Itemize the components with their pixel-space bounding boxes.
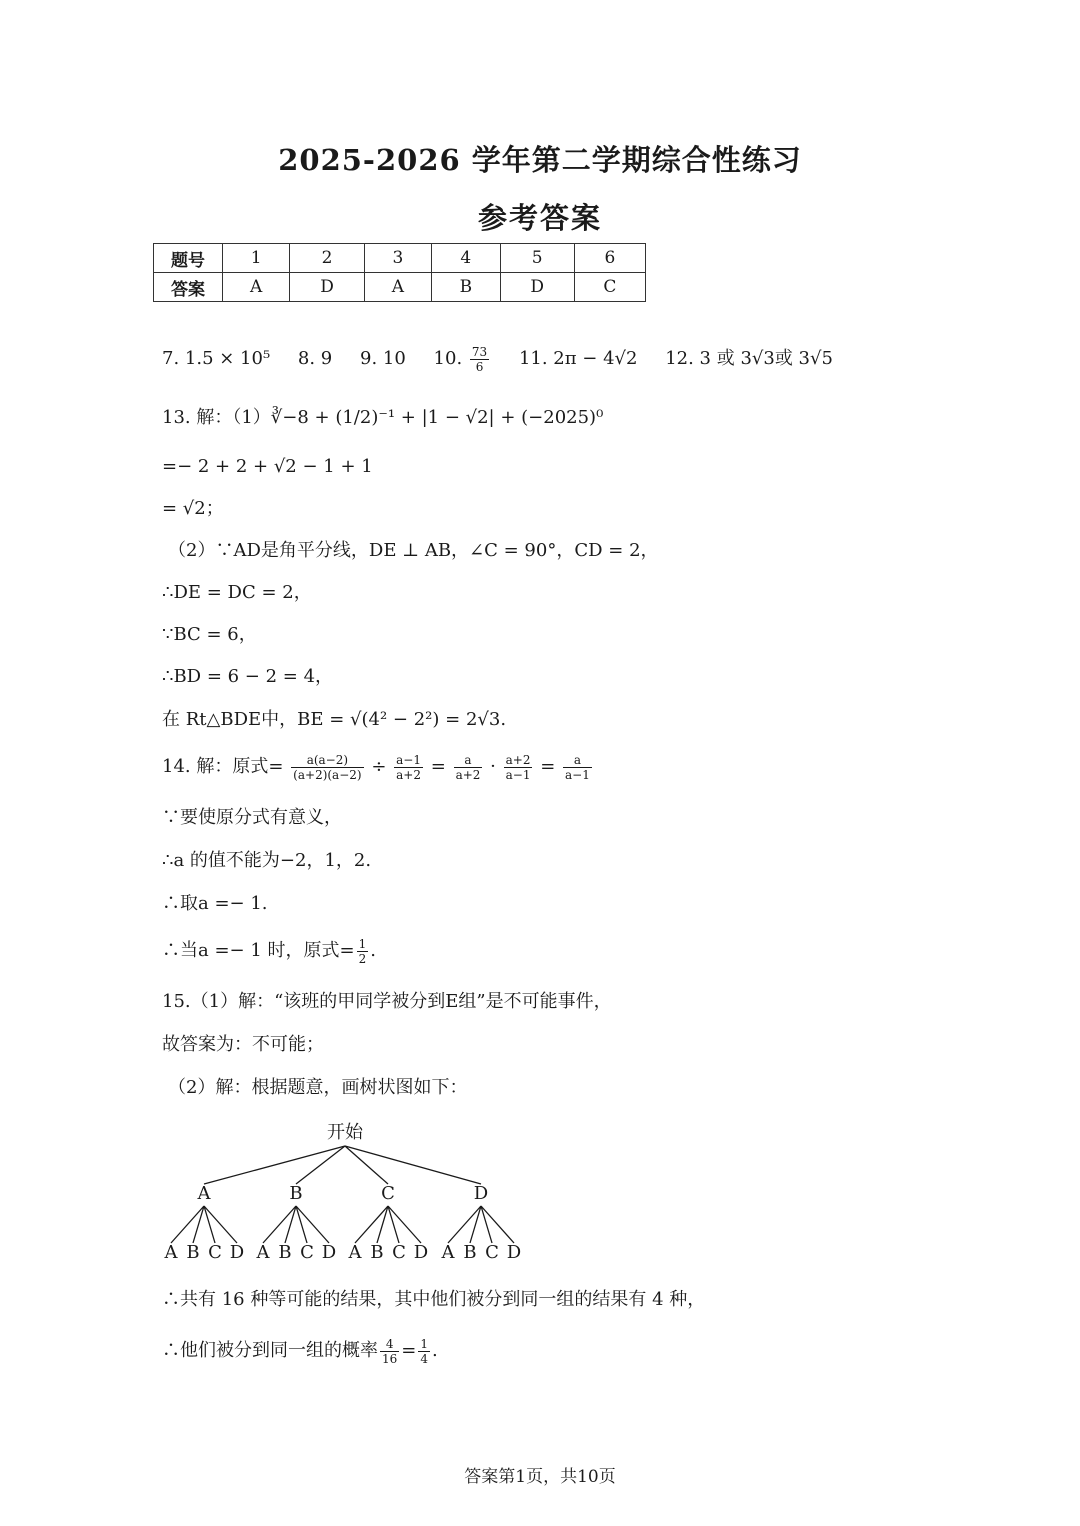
- fraction-numerator: a+2: [505, 752, 531, 767]
- page-subtitle: 参考答案: [477, 201, 602, 235]
- table-cell: 2: [290, 244, 364, 273]
- q13-line1: 13. 解：（1）∛−8 + (1/2)⁻¹ + |1 − √2| + (−2025)⁰: [162, 407, 604, 428]
- q15-equals: =: [401, 1340, 417, 1361]
- q15-line5-suffix: .: [432, 1340, 438, 1361]
- tree-leaf-d: D: [321, 1242, 337, 1263]
- tree-node-a: A: [197, 1183, 211, 1204]
- fraction-denominator: 6: [475, 359, 484, 374]
- q13-line4: （2）∵AD是角平分线，DE ⊥ AB，∠C = 90°，CD = 2，: [168, 540, 659, 561]
- answer-q12: 12. 3 或 3√3或 3√5: [665, 348, 833, 369]
- tree-branch: [345, 1146, 481, 1184]
- q15-line1: 15.（1）解：“该班的甲同学被分到E组”是不可能事件，: [162, 991, 612, 1012]
- table-cell: 1: [223, 244, 290, 273]
- table-cell: B: [432, 273, 501, 302]
- tree-leaf-b: B: [186, 1242, 200, 1263]
- table-cell: 4: [432, 244, 501, 273]
- q14-equals-1: =: [430, 756, 446, 777]
- fraction-denominator: a+2: [455, 767, 481, 782]
- table-cell: C: [574, 273, 645, 302]
- q15-line5-prefix: ∴他们被分到同一组的概率: [162, 1340, 378, 1361]
- q15-line2: 故答案为：不可能；: [162, 1034, 324, 1055]
- q13-line5: ∴DE = DC = 2，: [162, 582, 312, 603]
- fraction-numerator: a(a−2): [291, 753, 363, 768]
- q14-line2: ∵要使原分式有意义，: [162, 807, 342, 828]
- q14-line4: ∴取a =− 1.: [162, 893, 268, 914]
- tree-leaf-d: D: [413, 1242, 429, 1263]
- probability-fraction-2: [418, 1337, 430, 1366]
- answer-q10-label: 10.: [433, 348, 463, 369]
- tree-leaf-c: C: [392, 1242, 406, 1263]
- page-title: 2025-2026 学年第二学期综合性练习: [278, 143, 802, 177]
- tree-branch: [296, 1146, 345, 1184]
- tree-leaf-b: B: [278, 1242, 292, 1263]
- fraction-numerator: 1: [420, 1336, 429, 1351]
- q15-line4: ∴共有 16 种等可能的结果，其中他们被分到同一组的结果有 4 种，: [162, 1289, 706, 1310]
- tree-node-b: B: [289, 1183, 303, 1204]
- q14-line5-prefix: ∴当a =− 1 时，原式=: [162, 940, 355, 961]
- table-cell: 3: [364, 244, 431, 273]
- tree-leaf-c: C: [300, 1242, 314, 1263]
- tree-branch: [204, 1146, 345, 1184]
- q13-line2: =− 2 + 2 + √2 − 1 + 1: [162, 456, 373, 477]
- page-footer: 答案第1页，共10页: [464, 1467, 616, 1487]
- tree-leaf-b: B: [370, 1242, 384, 1263]
- q13-line6: ∵BC = 6，: [162, 624, 257, 645]
- q15-line5: [162, 1336, 438, 1366]
- q13-line8: 在 Rt△BDE中，BE = √(4² − 2²) = 2√3.: [162, 709, 507, 730]
- q14-prefix: 14. 解：原式=: [162, 756, 284, 777]
- answer-q9: 9. 10: [360, 348, 406, 369]
- q15-line3: （2）解：根据题意，画树状图如下：: [168, 1077, 468, 1098]
- fraction-denominator: a−1: [505, 767, 531, 782]
- tree-leaf-d: D: [506, 1242, 522, 1263]
- q13-line3: = √2；: [162, 498, 224, 519]
- tree-node-c: C: [381, 1183, 395, 1204]
- tree-leaf-a: A: [441, 1242, 455, 1263]
- tree-root-label: 开始: [327, 1122, 363, 1143]
- table-cell: D: [290, 273, 364, 302]
- fraction-numerator: a−1: [396, 752, 421, 767]
- fraction-numerator: 73: [471, 344, 488, 359]
- tree-leaf-c: C: [208, 1242, 222, 1263]
- q13-line7: ∴BD = 6 − 2 = 4，: [162, 666, 334, 687]
- tree-leaf-c: C: [485, 1242, 499, 1263]
- probability-fraction-1: [380, 1337, 399, 1366]
- fraction-denominator: 4: [420, 1351, 429, 1366]
- q14-operator-divide: ÷: [371, 756, 387, 777]
- fraction-denominator: 16: [382, 1351, 398, 1366]
- q14-operator-multiply: ·: [490, 756, 496, 777]
- tree-leaf-a: A: [256, 1242, 270, 1263]
- fraction-denominator: a−1: [565, 767, 590, 782]
- fraction-numerator: 1: [358, 936, 367, 951]
- tree-leaf-b: B: [463, 1242, 477, 1263]
- fraction-denominator: (a+2)(a−2): [293, 767, 362, 782]
- table-cell: D: [500, 273, 574, 302]
- tree-leaf-a: A: [348, 1242, 362, 1263]
- table-cell: A: [223, 273, 290, 302]
- fraction-numerator: 4: [380, 1337, 399, 1352]
- table-cell: 6: [574, 244, 645, 273]
- fraction-numerator: a: [454, 753, 483, 768]
- table-cell: 5: [500, 244, 574, 273]
- answer-q7: 7. 1.5 × 10⁵: [162, 348, 271, 369]
- q14-line5-suffix: .: [370, 940, 376, 961]
- tree-leaf-a: A: [164, 1242, 178, 1263]
- table-cell: A: [364, 273, 431, 302]
- answer-q8: 8. 9: [297, 348, 333, 369]
- tree-node-d: D: [473, 1183, 489, 1204]
- fraction-denominator: 2: [358, 951, 367, 966]
- table-row-label: 题号: [154, 244, 223, 273]
- fraction-numerator: a: [563, 753, 592, 768]
- fraction-denominator: a+2: [396, 767, 421, 782]
- q14-line3: ∴a 的值不能为−2，1，2.: [162, 850, 372, 871]
- answer-q11: 11. 2π − 4√2: [518, 348, 638, 369]
- table-row-label: 答案: [154, 273, 223, 302]
- tree-leaf-d: D: [229, 1242, 245, 1263]
- q14-equals-2: =: [540, 756, 556, 777]
